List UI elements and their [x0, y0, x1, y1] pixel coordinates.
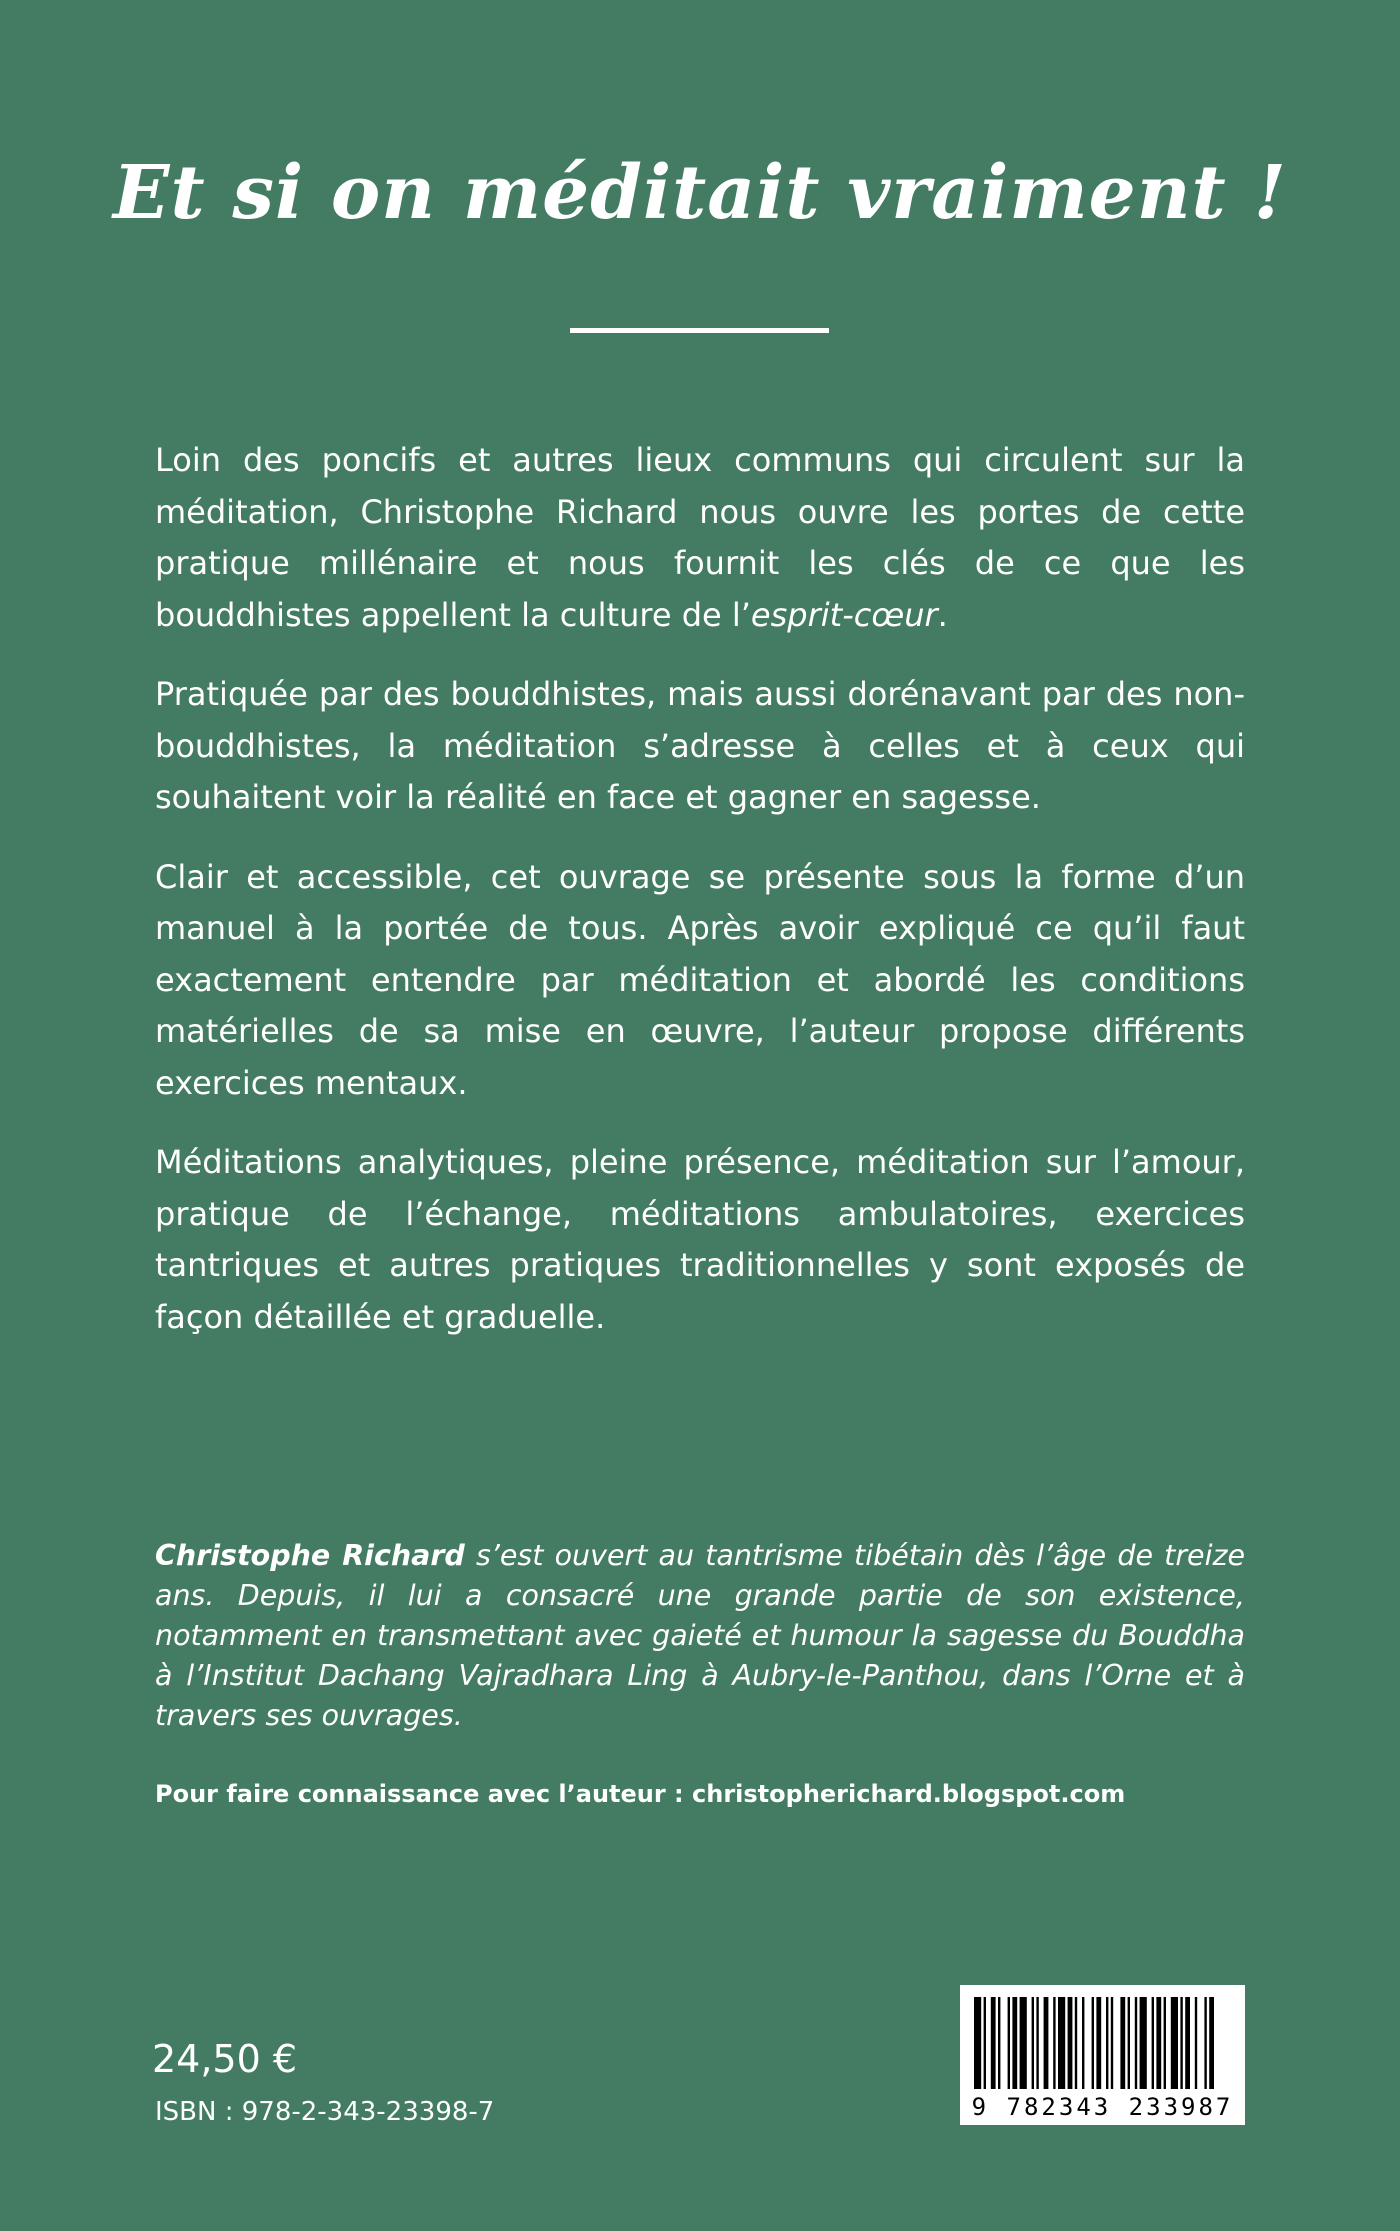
blurb-paragraph-1: [155, 435, 1245, 641]
blurb-paragraph-2: Pratiquée par des bouddhistes, mais aussi dorénavant par des non-bouddhistes, la méditation s’adresse à celles et à ceux qui souhaitent voir la réalité en face et gagner en sagesse.: [155, 675, 1245, 816]
barcode-bar: [1152, 1997, 1154, 2089]
barcode-bar: [1053, 1997, 1055, 2089]
author-name: Christophe Richard: [155, 1539, 465, 1572]
barcode-bar: [1156, 1997, 1161, 2089]
title-divider: [570, 328, 829, 333]
blurb-paragraph-4: Méditations analytiques, pleine présence, méditation sur l’amour, pratique de l’échange, méditations ambulatoires, exercices tantriques et autres pratiques traditionnelles y sont exposés de façon détaillée et graduelle.: [155, 1143, 1245, 1336]
barcode-bar: [1209, 1997, 1214, 2089]
barcode-bar: [1020, 1997, 1027, 2089]
barcode-bar: [998, 1997, 1000, 2089]
barcode-bar: [1075, 1997, 1077, 2089]
barcode-bar: [1106, 1997, 1108, 2089]
barcode-bar: [1204, 1997, 1206, 2089]
barcode-bar: [1008, 1997, 1010, 2089]
barcode-bar: [1128, 1997, 1130, 2089]
barcode-bar: [1044, 1997, 1049, 2089]
blurb: [155, 435, 1245, 1371]
barcode-bar: [974, 1997, 981, 2089]
barcode-bar: [991, 1997, 996, 2089]
barcode: [960, 1985, 1245, 2125]
blurb-paragraph-3: Clair et accessible, cet ouvrage se présente sous la forme d’un manuel à la portée de tous. Après avoir expliqué ce qu’il faut exactement entendre par méditation et abordé les conditions matérielles de sa mise en œuvre, l’auteur propose différents exercices mentaux.: [155, 857, 1245, 1102]
isbn: ISBN : 978-2-343-23398-7: [155, 2097, 495, 2127]
barcode-bar: [1140, 1997, 1147, 2089]
barcode-bar: [1120, 1997, 1125, 2089]
barcode-bar: [1082, 1997, 1084, 2089]
barcode-number: 9 782343 233987: [971, 2093, 1234, 2121]
barcode-bar: [1096, 1997, 1101, 2089]
book-title: Et si on méditait vraiment !: [113, 150, 1287, 236]
barcode-bar: [1068, 1997, 1073, 2089]
barcode-bar: [1164, 1997, 1166, 2089]
barcode-bar: [1092, 1997, 1094, 2089]
barcode-bar: [1185, 1997, 1190, 2089]
barcode-bar: [1135, 1997, 1137, 2089]
barcode-bar: [984, 1997, 986, 2089]
barcode-bar: [1036, 1997, 1038, 2089]
barcode-bar: [1032, 1997, 1034, 2089]
blurb-paragraph-1-text: Loin des poncifs et autres lieux communs qui circulent sur la méditation, Christophe Richard nous ouvre les portes de cette pratique millénaire et nous fournit les clés de ce que les bouddhistes appellent la culture de l’: [155, 441, 1245, 634]
barcode-bars: [960, 1985, 1245, 2093]
barcode-bar: [1058, 1997, 1065, 2089]
barcode-bar: [1111, 1997, 1113, 2089]
blurb-paragraph-1-tail: .: [937, 595, 948, 634]
barcode-bar: [1195, 1997, 1197, 2089]
author-website-link[interactable]: Pour faire connaissance avec l’auteur : christopherichard.blogspot.com: [155, 1780, 1126, 1808]
author-bio-text: s’est ouvert au tantrisme tibétain dès l’âge de treize ans. Depuis, il lui a consacré une grande partie de son existence, notamment en transmettant avec gaieté et humour la sagesse du Bouddha à l’Institut Dachang Vajradhara Ling à Aubry-le-Panthou, dans l’Orne et à travers ses ouvrages.: [155, 1539, 1245, 1732]
barcode-bar: [1012, 1997, 1017, 2089]
price: 24,50 €: [152, 2037, 298, 2081]
blurb-emphasis: esprit-cœur: [750, 595, 938, 634]
barcode-bar: [1180, 1997, 1182, 2089]
author-bio: [155, 1536, 1245, 1736]
barcode-bar: [1171, 1997, 1178, 2089]
